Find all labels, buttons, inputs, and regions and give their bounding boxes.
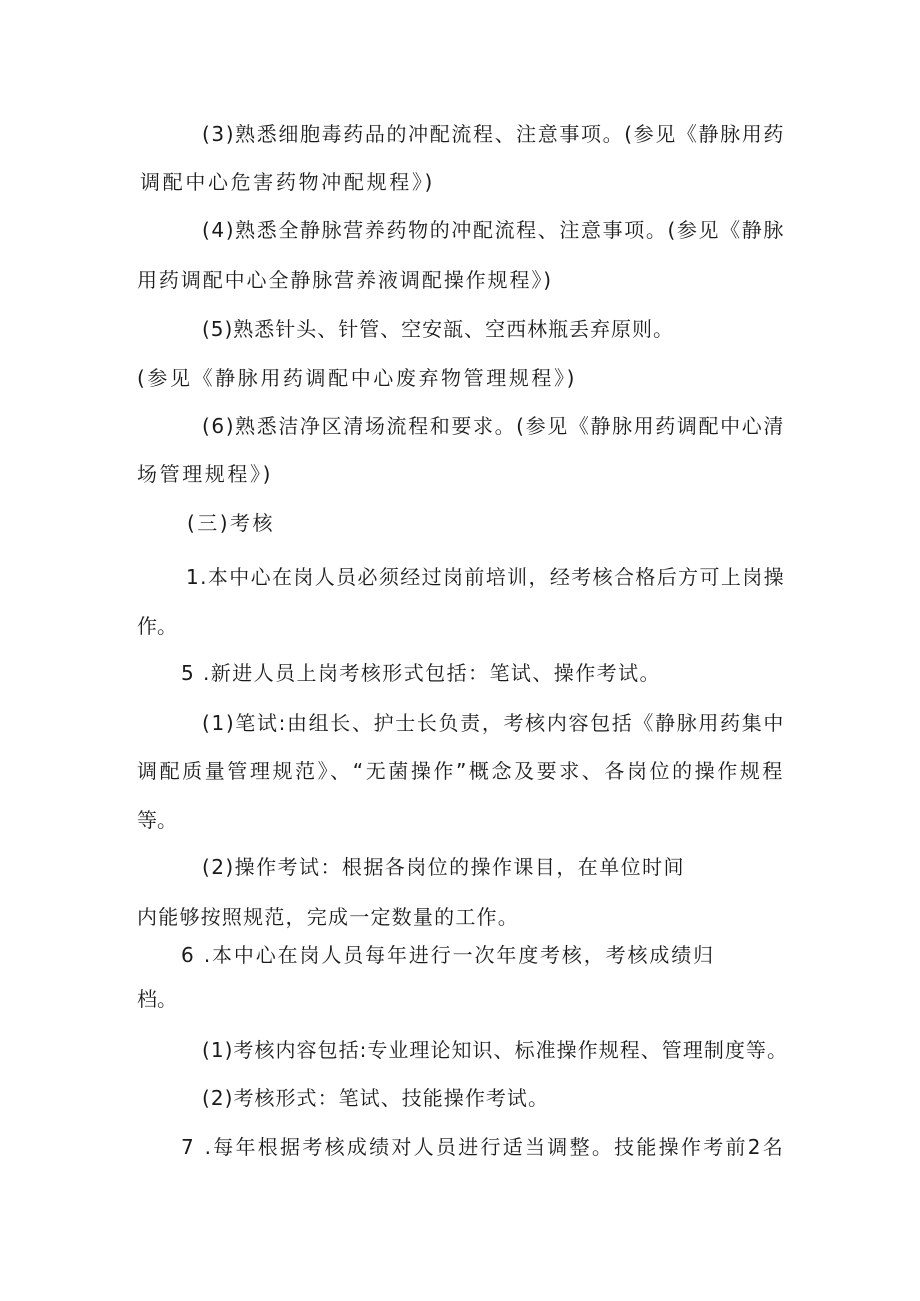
paragraph-line: (5)熟悉针头、针管、空安瓿、空西林瓶丢弃原则。 (202, 317, 674, 341)
paragraph-line: 场管理规程》) (137, 462, 273, 486)
paragraph-line: (1)笔试:由组长、护士长负责，考核内容包括《静脉用药集中 (202, 711, 785, 735)
paragraph-line: 用药调配中心全静脉营养液调配操作规程》) (137, 268, 553, 292)
paragraph-line: 6 .本中心在岗人员每年进行一次年度考核，考核成绩归 (181, 943, 715, 967)
paragraph-line: 1.本中心在岗人员必须经过岗前培训，经考核合格后方可上岗操 (186, 565, 785, 589)
paragraph-line: (参见《静脉用药调配中心废弃物管理规程》) (137, 366, 577, 390)
paragraph-line: (6)熟悉洁净区清场流程和要求。(参见《静脉用药调配中心清 (202, 414, 785, 438)
paragraph-line: 档。 (137, 987, 177, 1011)
paragraph-line: 调配中心危害药物冲配规程》) (140, 170, 435, 194)
paragraph-line: (3)熟悉细胞毒药品的冲配流程、注意事项。(参见《静脉用药 (202, 122, 785, 146)
paragraph-line: 等。 (137, 808, 177, 832)
paragraph-line: (4)熟悉全静脉营养药物的冲配流程、注意事项。(参见《静脉 (202, 218, 785, 242)
paragraph-line: 7 .每年根据考核成绩对人员进行适当调整。技能操作考前2名 (181, 1135, 785, 1159)
paragraph-line: 内能够按照规范，完成一定数量的工作。 (137, 905, 519, 929)
paragraph-line: (2)考核形式：笔试、技能操作考试。 (202, 1086, 549, 1110)
paragraph-line: 调配质量管理规范》、“无菌操作”概念及要求、各岗位的操作规程 (137, 759, 785, 783)
paragraph-line: (1)考核内容包括:专业理论知识、标准操作规程、管理制度等。 (202, 1038, 788, 1062)
section-heading: (三)考核 (187, 511, 275, 535)
paragraph-line: 作。 (137, 614, 177, 638)
paragraph-line: (2)操作考试：根据各岗位的操作课目，在单位时间 (202, 855, 685, 879)
paragraph-line: 5 .新进人员上岗考核形式包括：笔试、操作考试。 (181, 661, 661, 685)
